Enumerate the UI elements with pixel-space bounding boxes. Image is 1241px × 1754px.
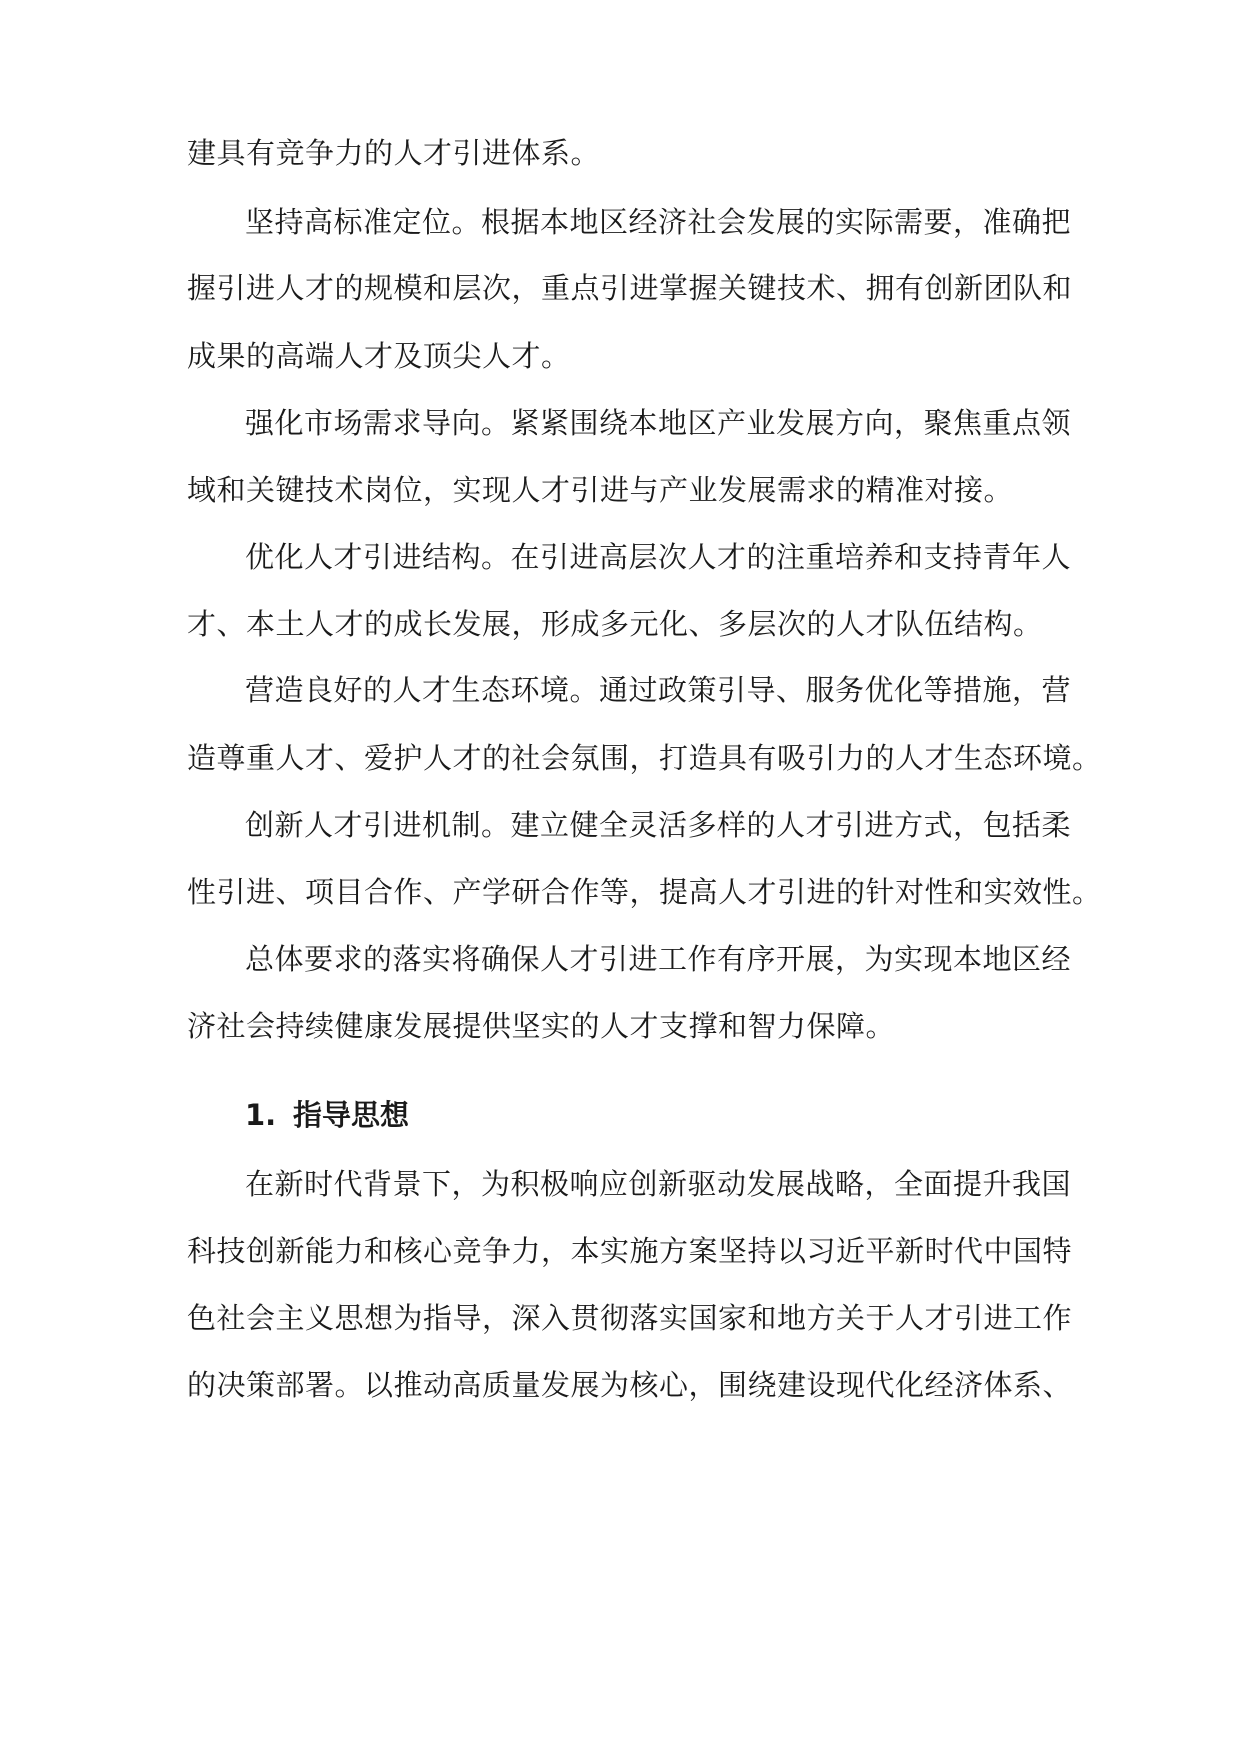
text-line: 才、本土人才的成长发展，形成多元化、多层次的人才队伍结构。 bbox=[187, 607, 1043, 641]
text-line: 科技创新能力和核心竞争力，本实施方案坚持以习近平新时代中国特 bbox=[187, 1234, 1073, 1268]
section-heading bbox=[245, 1095, 409, 1135]
text-line: 握引进人才的规模和层次，重点引进掌握关键技术、拥有创新团队和 bbox=[187, 271, 1073, 305]
text-line: 强化市场需求导向。紧紧围绕本地区产业发展方向，聚焦重点领 bbox=[245, 406, 1072, 440]
text-line: 坚持高标准定位。根据本地区经济社会发展的实际需要，准确把 bbox=[245, 205, 1072, 239]
section-number: 1. bbox=[245, 1098, 277, 1132]
text-line: 营造良好的人才生态环境。通过政策引导、服务优化等措施，营 bbox=[245, 673, 1072, 707]
text-line: 总体要求的落实将确保人才引进工作有序开展，为实现本地区经 bbox=[245, 942, 1072, 976]
text-line: 优化人才引进结构。在引进高层次人才的注重培养和支持青年人 bbox=[245, 540, 1072, 574]
text-line: 域和关键技术岗位，实现人才引进与产业发展需求的精准对接。 bbox=[187, 473, 1014, 507]
text-line: 色社会主义思想为指导，深入贯彻落实国家和地方关于人才引进工作 bbox=[187, 1301, 1073, 1335]
section-title: 指导思想 bbox=[293, 1098, 410, 1132]
text-line: 建具有竞争力的人才引进体系。 bbox=[187, 136, 601, 170]
text-line: 济社会持续健康发展提供坚实的人才支撑和智力保障。 bbox=[187, 1009, 896, 1043]
text-line: 在新时代背景下，为积极响应创新驱动发展战略，全面提升我国 bbox=[245, 1167, 1072, 1201]
text-line: 的决策部署。以推动高质量发展为核心，围绕建设现代化经济体系、 bbox=[187, 1368, 1073, 1402]
text-line: 成果的高端人才及顶尖人才。 bbox=[187, 339, 571, 373]
text-line: 造尊重人才、爱护人才的社会氛围，打造具有吸引力的人才生态环境。 bbox=[187, 741, 1102, 775]
text-line: 性引进、项目合作、产学研合作等，提高人才引进的针对性和实效性。 bbox=[187, 875, 1102, 909]
text-line: 创新人才引进机制。建立健全灵活多样的人才引进方式，包括柔 bbox=[245, 808, 1072, 842]
